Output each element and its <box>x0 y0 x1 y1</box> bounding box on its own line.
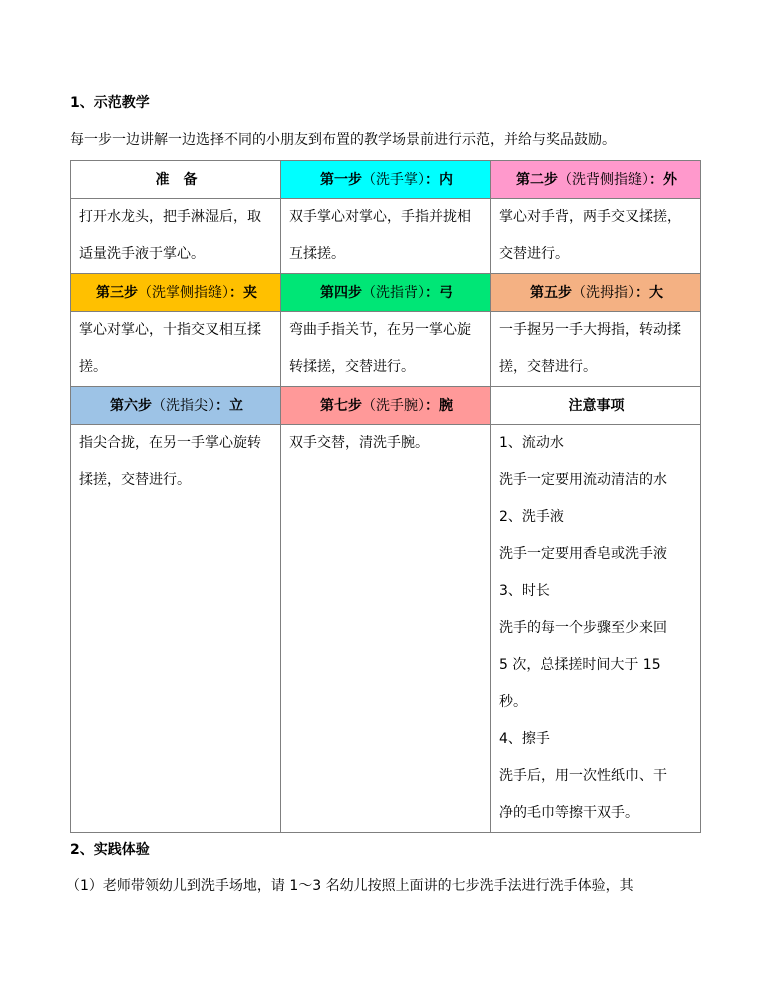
step7-paren: （洗手腕） <box>362 397 425 414</box>
note-line: 3、时长 <box>499 583 550 599</box>
note-line: 5 次，总揉搓时间大于 15 <box>499 657 661 673</box>
prep-header-cell <box>71 161 281 199</box>
step2-text-cell <box>491 199 701 274</box>
note-line: 2、洗手液 <box>499 509 564 525</box>
section1-intro: 每一步一边讲解一边选择不同的小朋友到布置的教学场景前进行示范，并给与奖品鼓励。 <box>70 132 616 148</box>
step5-text: 一手握另一手大拇指，转动揉搓，交替进行。 <box>499 322 681 375</box>
step7-header-cell <box>281 387 491 425</box>
step3-keyword: ：夹 <box>229 284 257 301</box>
step3-header-cell <box>71 274 281 312</box>
step5-keyword: ：大 <box>635 284 663 301</box>
note-line: 洗手后，用一次性纸巾、干 <box>499 768 667 784</box>
step6-label: 第六步 <box>110 397 152 414</box>
step5-paren: （洗拇指） <box>572 284 635 301</box>
step2-text: 掌心对手背，两手交叉揉搓，交替进行。 <box>499 209 681 262</box>
note-line: 洗手一定要用流动清洁的水 <box>499 472 667 488</box>
step1-label: 第一步 <box>320 171 362 188</box>
step7-text: 双手交替，清洗手腕。 <box>289 435 429 451</box>
note-line: 秒。 <box>499 694 527 710</box>
step3-label: 第三步 <box>96 284 138 301</box>
step6-header-cell <box>71 387 281 425</box>
step7-text-cell <box>281 425 491 833</box>
step5-header-cell <box>491 274 701 312</box>
step4-header-cell <box>281 274 491 312</box>
prep-text-cell <box>71 199 281 274</box>
notes-cell <box>491 425 701 833</box>
note-line: 净的毛巾等擦干双手。 <box>499 805 639 821</box>
notes-header: 注意事项 <box>568 397 625 414</box>
step6-keyword: ：立 <box>215 397 243 414</box>
step4-text-cell <box>281 312 491 387</box>
step7-label: 第七步 <box>320 397 362 414</box>
step4-keyword: ：弓 <box>425 284 453 301</box>
step2-header-cell <box>491 161 701 199</box>
step3-text: 掌心对掌心，十指交叉相互揉搓。 <box>79 322 261 375</box>
step1-keyword: ：内 <box>425 171 453 188</box>
step1-header-cell <box>281 161 491 199</box>
prep-text: 打开水龙头，把手淋湿后，取适量洗手液于掌心。 <box>79 209 261 262</box>
note-line: 4、擦手 <box>499 731 550 747</box>
step5-text-cell <box>491 312 701 387</box>
step7-keyword: ：腕 <box>425 397 453 414</box>
notes-header-cell <box>491 387 701 425</box>
step3-paren: （洗掌侧指缝） <box>138 284 229 301</box>
step3-text-cell <box>71 312 281 387</box>
step6-text-cell <box>71 425 281 833</box>
step2-paren: （洗背侧指缝） <box>558 171 649 188</box>
step2-label: 第二步 <box>516 171 558 188</box>
step5-label: 第五步 <box>530 284 572 301</box>
note-line: 1、流动水 <box>499 435 564 451</box>
step1-paren: （洗手掌） <box>362 171 425 188</box>
section2-title: 2、实践体验 <box>70 842 150 858</box>
note-line: 洗手一定要用香皂或洗手液 <box>499 546 667 562</box>
step6-text: 指尖合拢，在另一手掌心旋转揉搓，交替进行。 <box>79 435 261 488</box>
handwash-steps-table <box>70 160 701 833</box>
step4-text: 弯曲手指关节，在另一掌心旋转揉搓，交替进行。 <box>289 322 471 375</box>
step4-label: 第四步 <box>320 284 362 301</box>
section1-title: 1、示范教学 <box>70 95 150 111</box>
section2-para1: （1）老师带领幼儿到洗手场地，请 1～3 名幼儿按照上面讲的七步洗手法进行洗手体验，其 <box>66 878 634 894</box>
note-line: 洗手的每一个步骤至少来回 <box>499 620 667 636</box>
prep-header: 准 备 <box>155 171 198 188</box>
step4-paren: （洗指背） <box>362 284 425 301</box>
step1-text: 双手掌心对掌心，手指并拢相互揉搓。 <box>289 209 471 262</box>
step2-keyword: ：外 <box>649 171 677 188</box>
step1-text-cell <box>281 199 491 274</box>
step6-paren: （洗指尖） <box>152 397 215 414</box>
